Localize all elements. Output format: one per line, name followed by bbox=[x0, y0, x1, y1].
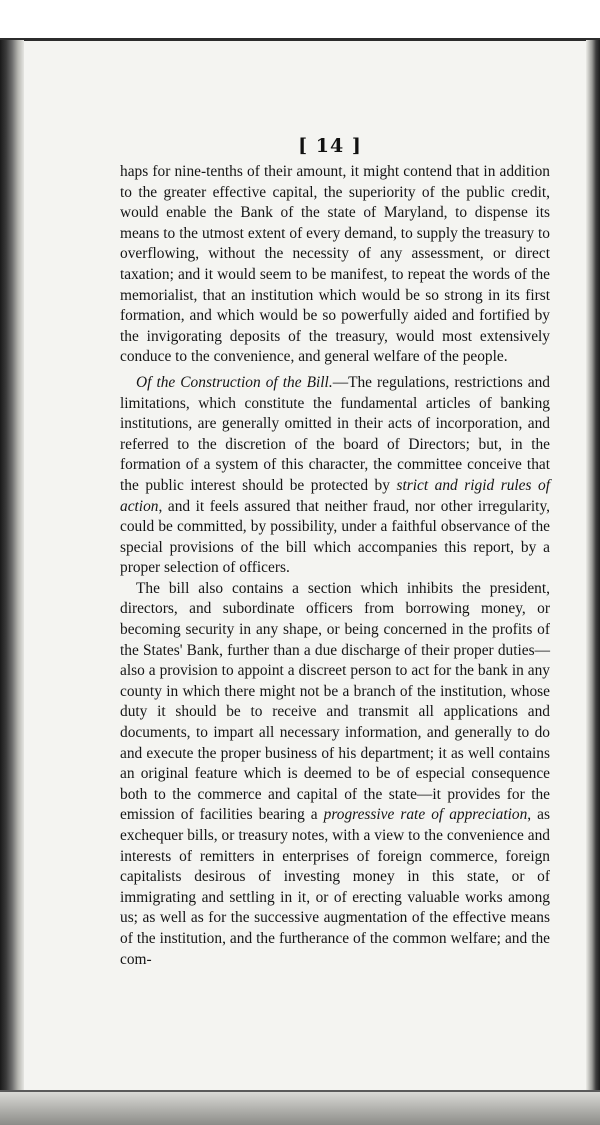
book-binding-left bbox=[0, 40, 24, 1125]
paragraph-2-text-a: —The regulations, restrictions and limitations, which constitute the fundamental articles of banking institutions, are generally omitted in their acts of incorporation, and referred to the discretion of the board of Directors; but, in the formation of a system of this character, the committee conceive that the public interest should be protected by bbox=[120, 373, 550, 494]
paragraph-3-text-a: The bill also contains a section which inhibits the president, directors, and subordinate officers from borrowing money, or becoming security in any shape, or being concerned in the profits of the States' Bank, further than a due discharge of their proper duties—also a provision to appoint a discreet person to act for the bank in any county in which there might not be a branch of the institution, whose duty it should be to receive and transmit all applications and documents, to impart all necessary information, and generally to do and execute the proper business of his department; it as well contains an original feature which is deemed to be of especial consequence both to the commerce and capital of the state—it provides for the emission of facilities bearing a bbox=[120, 579, 550, 824]
paragraph-3 bbox=[120, 579, 550, 970]
paragraph-1 bbox=[120, 162, 550, 368]
scan-top-margin bbox=[0, 0, 600, 38]
book-binding-right bbox=[586, 40, 600, 1125]
paragraph-2-text-b: , and it feels assured that neither fraud, nor other irregularity, could be committed, by possibility, under a faithful observance of the special provisions of the bill which accompanies this report, by a proper selection of officers. bbox=[120, 497, 550, 577]
paragraph-2 bbox=[120, 373, 550, 579]
paragraph-1-text: haps for nine-tenths of their amount, it might contend that in addition to the greater effective capital, the superiority of the public credit, would enable the Bank of the state of Maryland, to dispense its means to the utmost extent of every demand, to supply the treasury to overflowing, without the necessity of any assessment, or direct taxation; and it would seem to be manifest, to repeat the words of the memorialist, that an institution which would be so strong in its first formation, and which would be so powerfully aided and fortified by the invigorating deposits of the treasury, would most extensively conduce to the convenience, and general welfare of the people. bbox=[120, 163, 550, 366]
paragraph-3-text-b: , as exchequer bills, or treasury notes, with a view to the convenience and interests of remitters in enterprises of foreign commerce, foreign capitalists desirous of investing money in this state, or of immigrating and settling in it, or of erecting valuable works among us; as well as for the successive augmentation of the effective means of the institution, and the furtherance of the common welfare; and the com- bbox=[120, 806, 550, 968]
paragraph-2-emphasis: strict and rigid rules of action bbox=[120, 476, 550, 515]
scan-top-edge bbox=[0, 38, 600, 41]
body-text bbox=[120, 162, 550, 970]
page-number: [ 14 ] bbox=[298, 135, 362, 157]
scan-bottom-margin bbox=[0, 1092, 600, 1125]
section-heading: Of the Construction of the Bill. bbox=[136, 373, 333, 391]
paragraph-3-emphasis: progressive rate of appreciation bbox=[323, 806, 528, 824]
